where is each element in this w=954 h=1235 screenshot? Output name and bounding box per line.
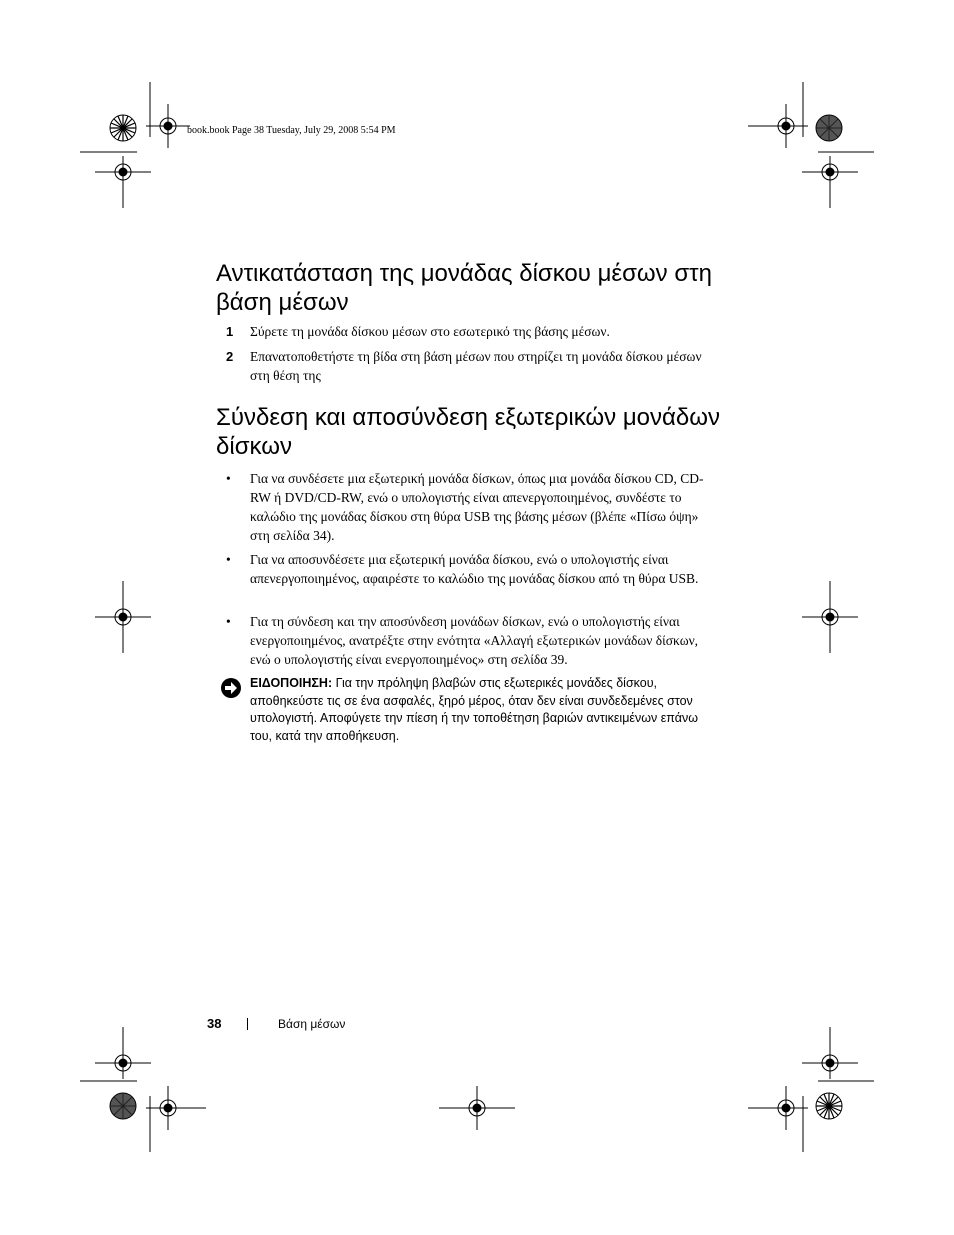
notice-text: Για την πρόληψη βλαβών στις εξωτερικές μονάδες δίσκου, αποθηκεύστε τις σε ένα ασφαλές, ξηρό μέρος, όταν δεν είναι συνδεδεμένες στον υπολογιστή. Αποφύγετε την πίεση ή την τοποθέτηση βαριών αντικειμένων επάνω του, κατά την αποθήκευση. <box>250 676 698 743</box>
notice-text-block <box>250 675 715 745</box>
registration-target <box>802 1027 858 1079</box>
registration-target <box>95 1027 151 1079</box>
notice-block <box>220 675 720 745</box>
bullet-text: Για τη σύνδεση και την αποσύνδεση μονάδων δίσκων, ενώ ο υπολογιστής είναι ενεργοποιημένος, ανατρέξτε στην ενότητα «Αλλαγή εξωτερικών μονάδων δίσκων, ενώ ο υπολογιστής είναι ενεργοποιημένος» στη σελίδα 39. <box>250 614 699 667</box>
print-header: book.book Page 38 Tuesday, July 29, 2008 5:54 PM <box>187 125 396 136</box>
notice-icon <box>220 677 242 699</box>
registration-target <box>95 156 151 208</box>
registration-target <box>802 581 858 653</box>
bullet-item <box>226 612 726 669</box>
registration-target <box>95 581 151 653</box>
bullet-item <box>226 550 726 588</box>
bullet-item <box>226 469 726 545</box>
notice-label: ΕΙΔΟΠΟΙΗΣΗ: <box>250 676 333 690</box>
registration-target <box>146 104 190 148</box>
section-title-replace-drive: Αντικατάσταση της μονάδας δίσκου μέσων στη βάση μέσων <box>216 260 712 316</box>
page-number: 38 <box>207 1016 222 1031</box>
bullet-icon: • <box>226 552 231 567</box>
bullet-text: Για να συνδέσετε μια εξωτερική μονάδα δίσκων, όπως μια μονάδα δίσκου CD, CD-RW ή DVD/CD-RW, ενώ ο υπολογιστής είναι απενεργοποιημένος, συνδέστε το καλώδιο της μονάδας δίσκου στη θύρα USB της βάσης μέσων (βλέπε «Πίσω όψη» στη σελίδα 34). <box>250 471 704 543</box>
step-text: Επανατοποθετήστε τη βίδα στη βάση μέσων που στηρίζει τη μονάδα δίσκου μέσων στη θέση της <box>250 349 702 383</box>
star-target <box>816 1093 842 1119</box>
chapter-title: Βάση μέσων <box>278 1017 346 1031</box>
star-target <box>816 115 842 141</box>
bullet-text: Για να αποσυνδέσετε μια εξωτερική μονάδα δίσκου, ενώ ο υπολογιστής είναι απενεργοποιημένος, αφαιρέστε το καλώδιο της μονάδας δίσκου από τη θύρα USB. <box>250 552 699 586</box>
registration-target <box>748 104 808 148</box>
bullet-icon: • <box>226 614 231 629</box>
registration-target <box>748 1086 808 1130</box>
step-text: Σύρετε τη μονάδα δίσκου μέσων στο εσωτερικό της βάσης μέσων. <box>250 324 610 339</box>
registration-target <box>439 1086 515 1130</box>
section-title-external-drives: Σύνδεση και αποσύνδεση εξωτερικών μονάδων δίσκων <box>216 404 720 460</box>
bullet-icon: • <box>226 471 231 486</box>
footer-divider <box>247 1018 248 1030</box>
step-number: 2 <box>226 349 234 364</box>
registration-target <box>802 156 858 208</box>
step-number: 1 <box>226 324 234 339</box>
star-target <box>110 115 136 141</box>
step-item <box>226 322 726 341</box>
star-target <box>110 1093 136 1119</box>
step-item <box>226 347 726 385</box>
registration-target <box>146 1086 206 1130</box>
